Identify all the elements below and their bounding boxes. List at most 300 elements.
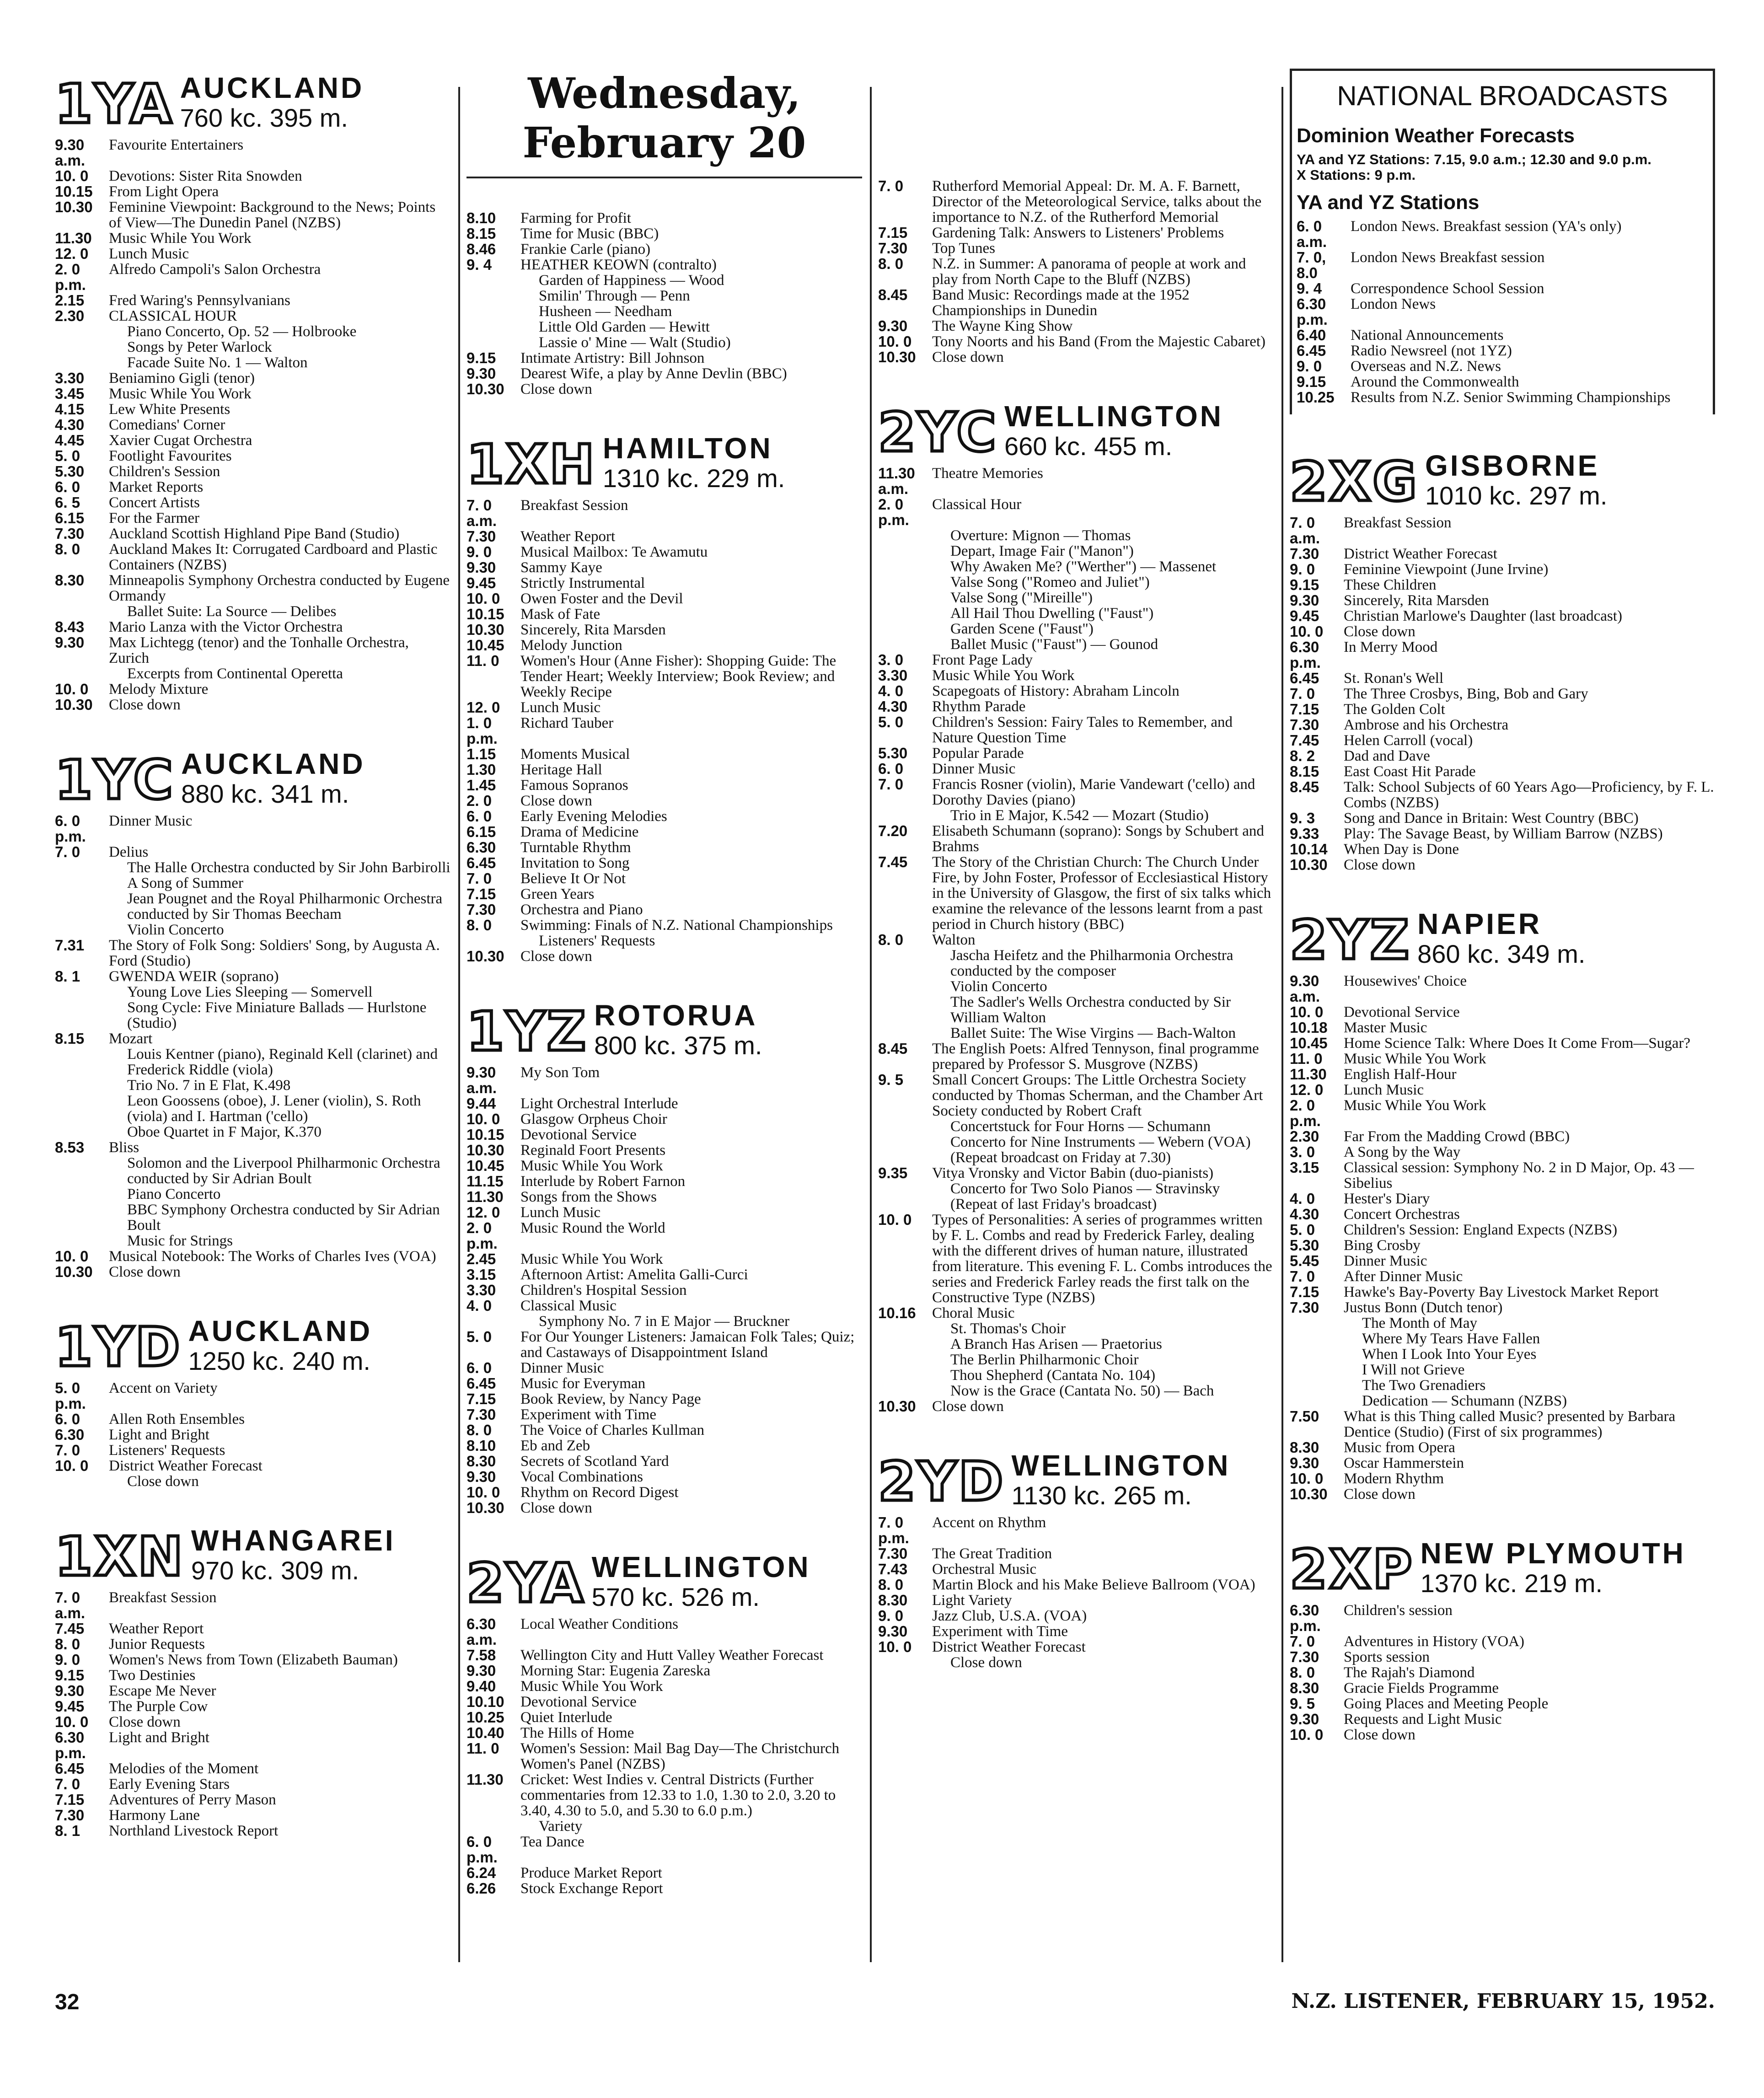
program-title: Where My Tears Have Fallen bbox=[1362, 1331, 1540, 1347]
program-title: The Hills of Home bbox=[520, 1725, 634, 1741]
program-title: Close down bbox=[1344, 623, 1415, 640]
program-title: The Wayne King Show bbox=[932, 318, 1073, 334]
program-row bbox=[1290, 733, 1715, 748]
program-time bbox=[55, 604, 109, 619]
program-time: 9.45 bbox=[466, 574, 496, 591]
national-broadcasts-box bbox=[1290, 69, 1715, 414]
station-meta bbox=[180, 73, 365, 131]
program-title: Close down bbox=[1344, 857, 1415, 873]
program-title: For the Farmer bbox=[109, 510, 199, 526]
program-time: 4.30 bbox=[1290, 1206, 1319, 1223]
program-row bbox=[466, 1485, 862, 1500]
program-row bbox=[1290, 1269, 1715, 1284]
station-city: WELLINGTON bbox=[1011, 1449, 1231, 1482]
program-row bbox=[1290, 810, 1715, 826]
program-time: 9. 4 bbox=[1297, 280, 1322, 297]
program-time bbox=[55, 1000, 109, 1031]
program-time: 8.30 bbox=[466, 1453, 496, 1470]
program-row bbox=[1290, 1098, 1715, 1129]
program-title: A Song of Summer bbox=[127, 875, 243, 891]
program-title: Close down bbox=[520, 948, 592, 965]
program-time: 7.15 bbox=[1290, 701, 1319, 718]
program-time: 11.30 a.m. bbox=[878, 465, 915, 497]
program-title: Going Places and Meeting People bbox=[1344, 1696, 1549, 1712]
program-row bbox=[1297, 327, 1708, 343]
station-meta bbox=[188, 1316, 373, 1374]
station-city: WELLINGTON bbox=[1004, 400, 1223, 433]
program-title: Music for Everyman bbox=[520, 1375, 646, 1392]
program-time bbox=[466, 933, 520, 949]
program-time: 10.15 bbox=[55, 183, 93, 200]
station-meta bbox=[1417, 909, 1585, 967]
program-title: Front Page Lady bbox=[932, 652, 1033, 668]
station-city: GISBORNE bbox=[1425, 449, 1600, 482]
program-title: Thou Shepherd (Cantata No. 104) bbox=[950, 1367, 1156, 1384]
program-title: District Weather Forecast bbox=[109, 1458, 263, 1474]
program-row bbox=[878, 994, 1274, 1025]
program-row bbox=[55, 324, 450, 339]
program-time bbox=[55, 324, 109, 339]
program-time: 9.30 bbox=[466, 1662, 496, 1679]
program-time: 7. 0 bbox=[466, 870, 492, 887]
program-row bbox=[55, 448, 450, 464]
program-time: 7.30 bbox=[1290, 1299, 1319, 1316]
program-time bbox=[55, 922, 109, 938]
program-title: Dinner Music bbox=[520, 1360, 604, 1376]
program-row bbox=[55, 137, 450, 168]
station-meta bbox=[1012, 1451, 1231, 1508]
program-row bbox=[466, 544, 862, 560]
program-row bbox=[1290, 593, 1715, 608]
program-row bbox=[466, 1314, 862, 1329]
program-row bbox=[878, 1515, 1274, 1546]
program-time bbox=[878, 606, 932, 621]
program-time: 6. 0 bbox=[878, 760, 904, 777]
station-frequency: 660 kc. 455 m. bbox=[1004, 432, 1173, 461]
program-time: 6.45 bbox=[466, 854, 496, 871]
station-meta bbox=[191, 1526, 396, 1583]
program-title: Overseas and N.Z. News bbox=[1351, 358, 1501, 375]
program-time: 6.45 bbox=[466, 1375, 496, 1392]
program-time: 3.30 bbox=[878, 667, 908, 684]
program-time bbox=[55, 666, 109, 681]
program-row bbox=[466, 1500, 862, 1516]
program-time: 9.45 bbox=[1290, 607, 1319, 624]
program-row bbox=[55, 860, 450, 875]
program-time: 7.30 bbox=[1290, 1648, 1319, 1665]
program-time: 8. 0 bbox=[878, 931, 904, 948]
program-row bbox=[55, 526, 450, 542]
program-row bbox=[466, 350, 862, 366]
program-row bbox=[466, 918, 862, 933]
program-time: 10.30 bbox=[466, 1499, 504, 1516]
program-title: Lunch Music bbox=[520, 1204, 601, 1221]
program-time: 10.30 bbox=[1290, 856, 1328, 873]
program-row bbox=[1297, 296, 1708, 327]
program-row bbox=[55, 339, 450, 355]
program-title: Songs from the Shows bbox=[520, 1189, 657, 1205]
program-title: Music for Strings bbox=[127, 1233, 233, 1249]
program-title: Fred Waring's Pennsylvanians bbox=[109, 292, 290, 309]
station-2xp bbox=[1290, 1539, 1715, 1743]
program-time: 6. 0 p.m. bbox=[466, 1833, 498, 1866]
program-row bbox=[55, 1761, 450, 1776]
program-time bbox=[55, 1078, 109, 1093]
program-title: Eb and Zeb bbox=[520, 1438, 590, 1454]
program-row bbox=[466, 1663, 862, 1679]
program-row bbox=[1290, 1036, 1715, 1051]
program-time: 11. 0 bbox=[466, 1740, 499, 1757]
program-time: 9.30 a.m. bbox=[466, 1064, 497, 1096]
program-title: Adventures of Perry Mason bbox=[109, 1792, 276, 1808]
station-meta bbox=[1425, 451, 1607, 509]
program-title: Escape Me Never bbox=[109, 1683, 216, 1699]
program-row bbox=[466, 1127, 862, 1143]
program-title: Concertstuck for Four Horns — Schumann bbox=[950, 1118, 1211, 1135]
program-time: 9.30 a.m. bbox=[1290, 972, 1320, 1005]
program-time bbox=[878, 1181, 932, 1197]
program-title: East Coast Hit Parade bbox=[1344, 763, 1476, 780]
column-3 bbox=[878, 178, 1274, 1670]
program-title: Top Tunes bbox=[932, 240, 995, 257]
program-time: 9. 3 bbox=[1290, 810, 1315, 826]
program-title: My Son Tom bbox=[520, 1064, 600, 1081]
program-title: Book Review, by Nancy Page bbox=[520, 1391, 701, 1407]
program-row bbox=[1290, 1680, 1715, 1696]
program-title: A Song by the Way bbox=[1344, 1144, 1461, 1160]
program-row bbox=[55, 1046, 450, 1078]
program-time: 11.30 bbox=[466, 1771, 504, 1788]
program-row bbox=[466, 366, 862, 381]
program-title: Orchestral Music bbox=[932, 1561, 1037, 1578]
program-title: Music While You Work bbox=[109, 230, 252, 247]
program-title: Music While You Work bbox=[109, 386, 252, 402]
program-time bbox=[55, 339, 109, 355]
station-call-sign: 2YD bbox=[878, 1450, 1005, 1513]
program-title: Delius bbox=[109, 844, 149, 860]
program-time: 10.30 bbox=[55, 199, 93, 215]
station-header bbox=[1290, 449, 1715, 513]
program-title: St. Thomas's Choir bbox=[950, 1320, 1066, 1337]
program-row bbox=[878, 948, 1274, 979]
program-title: Close down bbox=[520, 793, 592, 809]
program-time: 4. 0 bbox=[1290, 1190, 1315, 1207]
program-title: Scapegoats of History: Abraham Lincoln bbox=[932, 683, 1180, 699]
station-call-sign: 2YC bbox=[878, 401, 998, 464]
program-time: 8.15 bbox=[1290, 763, 1319, 780]
program-row bbox=[1290, 624, 1715, 639]
program-title: Strictly Instrumental bbox=[520, 575, 645, 591]
program-title: Garden of Happiness — Wood bbox=[539, 272, 724, 289]
program-time: 6.15 bbox=[466, 823, 496, 840]
listener-page bbox=[55, 69, 1715, 2014]
program-row bbox=[466, 560, 862, 575]
program-time: 2. 0 p.m. bbox=[878, 496, 909, 528]
program-title: Gardening Talk: Answers to Listeners' Problems bbox=[932, 225, 1224, 241]
program-row bbox=[466, 498, 862, 529]
station-city: WELLINGTON bbox=[591, 1551, 811, 1583]
program-row bbox=[878, 1134, 1274, 1150]
program-row bbox=[55, 1443, 450, 1458]
program-time: 9. 0 bbox=[466, 543, 492, 560]
program-row bbox=[466, 1251, 862, 1267]
program-row bbox=[466, 715, 862, 746]
program-time: 6. 5 bbox=[55, 494, 80, 511]
program-time bbox=[878, 948, 932, 979]
program-time: 9. 4 bbox=[466, 256, 492, 273]
program-row bbox=[55, 619, 450, 635]
program-time: 11.15 bbox=[466, 1173, 504, 1190]
program-title: Experiment with Time bbox=[520, 1406, 656, 1423]
program-row bbox=[55, 844, 450, 860]
program-time: 9.30 bbox=[55, 634, 85, 651]
program-time: 10.30 bbox=[878, 349, 916, 365]
program-time bbox=[878, 808, 932, 823]
program-row bbox=[1290, 1067, 1715, 1082]
program-time: 4.15 bbox=[55, 401, 85, 418]
program-title: Dinner Music bbox=[932, 761, 1016, 777]
program-row bbox=[878, 528, 1274, 543]
program-time bbox=[1290, 1378, 1344, 1393]
program-row bbox=[55, 813, 450, 844]
program-title: Wellington City and Hutt Valley Weather Forecast bbox=[520, 1647, 824, 1663]
program-title: Christian Marlowe's Daughter (last broadcast) bbox=[1344, 608, 1622, 624]
program-row bbox=[1290, 842, 1715, 857]
program-time: 8. 0 bbox=[878, 255, 904, 272]
program-time: 1.45 bbox=[466, 777, 496, 794]
program-row bbox=[466, 700, 862, 715]
program-title: Women's Session: Mail Bag Day—The Christchurch Women's Panel (NZBS) bbox=[520, 1740, 840, 1772]
program-time bbox=[878, 621, 932, 637]
program-time: 12. 0 bbox=[466, 1204, 500, 1221]
program-time: 8.15 bbox=[466, 225, 496, 242]
program-list bbox=[466, 498, 862, 964]
program-row bbox=[55, 938, 450, 969]
program-title: Mask of Fate bbox=[520, 606, 601, 622]
program-row bbox=[878, 1593, 1274, 1608]
program-list bbox=[55, 813, 450, 1280]
program-row bbox=[55, 386, 450, 402]
program-row bbox=[878, 606, 1274, 621]
program-time: 9.33 bbox=[1290, 825, 1319, 842]
program-row bbox=[55, 231, 450, 246]
program-time: 3.15 bbox=[1290, 1159, 1319, 1176]
program-time: 6. 0 bbox=[466, 1359, 492, 1376]
program-title: Invitation to Song bbox=[520, 855, 630, 871]
program-time: 6.45 bbox=[1290, 670, 1319, 687]
program-title: The English Poets: Alfred Tennyson, final programme prepared by Professor S. Musgrove (NZBS) bbox=[932, 1041, 1259, 1073]
program-row bbox=[466, 793, 862, 809]
program-title: Two Destinies bbox=[109, 1667, 196, 1684]
program-title: Junior Requests bbox=[109, 1636, 205, 1653]
program-title: Louis Kentner (piano), Reginald Kell (clarinet) and Frederick Riddle (viola) bbox=[127, 1046, 438, 1078]
program-title: BBC Symphony Orchestra conducted by Sir Adrian Boult bbox=[127, 1202, 440, 1234]
program-title: Light and Bright bbox=[109, 1729, 209, 1746]
program-title: Early Evening Melodies bbox=[520, 808, 667, 825]
program-time: 3. 0 bbox=[1290, 1143, 1315, 1160]
program-time: 7.30 bbox=[466, 1406, 496, 1423]
program-row bbox=[1290, 577, 1715, 593]
weather-forecasts-times: YA and YZ Stations: 7.15, 9.0 a.m.; 12.30 and 9.0 p.m. bbox=[1297, 151, 1651, 167]
program-row bbox=[1290, 1665, 1715, 1680]
program-title: I Will not Grieve bbox=[1362, 1362, 1465, 1378]
program-row bbox=[466, 304, 862, 319]
program-list-continued bbox=[466, 210, 862, 397]
program-time: 9. 0 bbox=[1297, 358, 1322, 375]
program-title: Quiet Interlude bbox=[520, 1709, 612, 1726]
station-call-sign: 1XH bbox=[466, 433, 596, 496]
program-row bbox=[55, 573, 450, 604]
program-time: 2.30 bbox=[55, 307, 85, 324]
program-title: The Three Crosbys, Bing, Bob and Gary bbox=[1344, 686, 1588, 702]
program-time: 7. 0 a.m. bbox=[1290, 514, 1320, 547]
program-title: Richard Tauber bbox=[520, 715, 614, 731]
program-title: Close down bbox=[109, 1264, 181, 1280]
program-row bbox=[1290, 1160, 1715, 1191]
program-title: Song and Dance in Britain: West Country (BBC) bbox=[1344, 810, 1639, 826]
program-title: Violin Concerto bbox=[950, 978, 1047, 995]
program-row bbox=[466, 257, 862, 273]
program-title: Gracie Fields Programme bbox=[1344, 1680, 1499, 1696]
program-title: Home Science Talk: Where Does It Come From—Sugar? bbox=[1344, 1035, 1691, 1052]
program-row bbox=[878, 1546, 1274, 1561]
program-title: For Our Younger Listeners: Jamaican Folk Tales; Quiz; and Castaways of Disappointment Island bbox=[520, 1329, 855, 1361]
program-time bbox=[466, 1314, 520, 1329]
program-title: Francis Rosner (violin), Marie Vandewart ('cello) and Dorothy Davies (piano) bbox=[932, 776, 1255, 808]
program-time: 8. 0 bbox=[55, 1636, 80, 1653]
program-list bbox=[1290, 1603, 1715, 1743]
program-time: 8.30 bbox=[1290, 1439, 1319, 1456]
program-title: Close down bbox=[109, 697, 181, 713]
program-row bbox=[1290, 857, 1715, 873]
program-row bbox=[466, 1819, 862, 1834]
program-title: The Month of May bbox=[1362, 1315, 1478, 1331]
program-row bbox=[1290, 764, 1715, 779]
program-time: 10. 0 bbox=[1290, 623, 1324, 640]
program-row bbox=[878, 932, 1274, 948]
station-meta bbox=[603, 434, 785, 491]
program-row bbox=[466, 1679, 862, 1694]
program-row bbox=[1290, 546, 1715, 562]
program-time: 9.30 bbox=[1290, 592, 1319, 609]
program-title: Lassie o' Mine — Walt (Studio) bbox=[539, 334, 731, 351]
program-row bbox=[878, 637, 1274, 652]
program-row bbox=[466, 1298, 862, 1314]
program-time bbox=[1290, 1347, 1344, 1362]
program-title: English Half-Hour bbox=[1344, 1066, 1457, 1083]
program-row bbox=[878, 1321, 1274, 1336]
program-title: Concerto for Nine Instruments — Webern (VOA) bbox=[950, 1134, 1251, 1150]
program-row bbox=[466, 1422, 862, 1438]
program-time: 9.30 bbox=[878, 1623, 908, 1640]
program-time: 8.30 bbox=[55, 572, 85, 589]
program-time: 9. 0 bbox=[55, 1651, 80, 1668]
program-time: 7. 0 bbox=[1290, 1633, 1315, 1650]
program-list bbox=[1290, 973, 1715, 1502]
program-row bbox=[878, 574, 1274, 590]
program-title: Children's Session: England Expects (NZBS) bbox=[1344, 1222, 1618, 1238]
program-time: 5.45 bbox=[1290, 1252, 1319, 1269]
program-list bbox=[878, 466, 1274, 1414]
program-title: Valse Song ("Romeo and Juliet") bbox=[950, 574, 1150, 590]
program-time: 10.16 bbox=[878, 1304, 916, 1321]
program-row bbox=[466, 1111, 862, 1127]
program-title: Songs by Peter Warlock bbox=[127, 339, 272, 355]
program-title: Feminine Viewpoint: Background to the News; Points of View—The Dunedin Panel (NZBS) bbox=[109, 199, 436, 231]
program-row bbox=[878, 1181, 1274, 1197]
program-row bbox=[466, 1741, 862, 1772]
program-title: Lunch Music bbox=[520, 699, 601, 716]
program-title: National Announcements bbox=[1351, 327, 1504, 343]
program-title: Women's News from Town (Elizabeth Bauman) bbox=[109, 1652, 398, 1668]
national-broadcasts-title: NATIONAL BROADCASTS bbox=[1337, 80, 1668, 111]
program-row bbox=[878, 854, 1274, 932]
station-meta bbox=[1421, 1539, 1686, 1596]
program-title: Helen Carroll (vocal) bbox=[1344, 732, 1473, 749]
program-row bbox=[466, 1329, 862, 1360]
program-title: Jascha Heifetz and the Philharmonia Orchestra conducted by the composer bbox=[950, 947, 1233, 979]
program-time: 10.45 bbox=[466, 637, 504, 654]
station-header bbox=[55, 71, 450, 135]
program-time: 10. 0 bbox=[1290, 1470, 1324, 1487]
program-row bbox=[1297, 374, 1708, 390]
program-time bbox=[878, 1025, 932, 1041]
program-row bbox=[55, 1264, 450, 1280]
program-row bbox=[1290, 702, 1715, 717]
program-time bbox=[55, 1186, 109, 1202]
program-row bbox=[878, 590, 1274, 606]
program-time bbox=[466, 288, 520, 304]
program-time: 7.15 bbox=[55, 1791, 85, 1808]
program-row bbox=[878, 225, 1274, 241]
program-row bbox=[878, 1608, 1274, 1624]
program-row bbox=[466, 1282, 862, 1298]
station-frequency: 800 kc. 375 m. bbox=[594, 1031, 762, 1060]
program-row bbox=[466, 1220, 862, 1251]
program-row bbox=[1290, 1004, 1715, 1020]
program-time: 6.45 bbox=[55, 1760, 85, 1777]
station-header bbox=[1290, 907, 1715, 971]
program-time: 9.45 bbox=[55, 1698, 85, 1715]
program-row bbox=[878, 256, 1274, 287]
program-list bbox=[55, 1590, 450, 1839]
program-title: Market Reports bbox=[109, 479, 204, 495]
program-time bbox=[878, 574, 932, 590]
station-1yd bbox=[55, 1316, 450, 1489]
program-time: 10.14 bbox=[1290, 841, 1328, 858]
program-row bbox=[878, 1577, 1274, 1593]
program-row bbox=[55, 1652, 450, 1668]
program-row bbox=[55, 1380, 450, 1411]
program-title: Little Old Garden — Hewitt bbox=[539, 319, 710, 335]
program-row bbox=[55, 969, 450, 984]
program-list bbox=[466, 1065, 862, 1516]
program-row bbox=[466, 591, 862, 606]
program-row bbox=[55, 1233, 450, 1249]
program-time bbox=[878, 1150, 932, 1165]
program-row bbox=[466, 1469, 862, 1485]
program-time: 10.30 bbox=[466, 948, 504, 965]
program-row bbox=[466, 1189, 862, 1205]
program-time bbox=[466, 273, 520, 288]
program-time bbox=[878, 637, 932, 652]
program-row bbox=[466, 241, 862, 257]
program-time: 7. 0 bbox=[55, 843, 80, 860]
program-time: 7.30 bbox=[55, 1807, 85, 1824]
program-time: 8.45 bbox=[878, 286, 908, 303]
program-time: 6.30 p.m. bbox=[1290, 639, 1321, 671]
program-time bbox=[878, 590, 932, 606]
